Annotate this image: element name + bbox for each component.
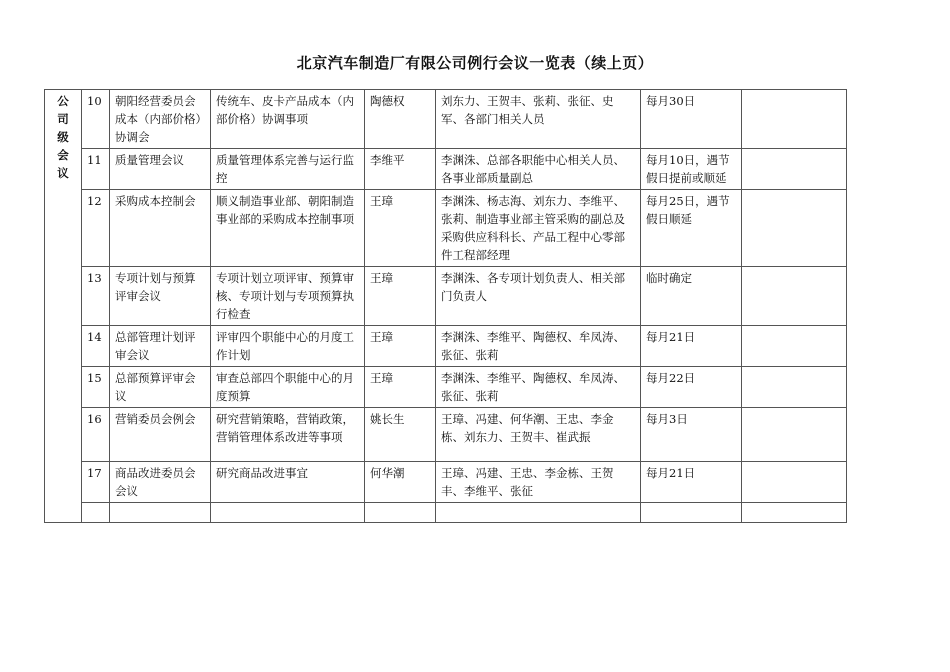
- cell-host: 李维平: [365, 149, 436, 190]
- cell-time: 每月10日，遇节假日提前或顺延: [641, 149, 742, 190]
- cell-host: 王璋: [365, 267, 436, 326]
- cell-no: 12: [82, 190, 110, 267]
- cell-participants: 李渊洙、杨志海、刘东力、李维平、张莉、制造事业部主管采购的副总及采购供应科科长、产品工程中心零部件工程部经理: [436, 190, 641, 267]
- cell-host: 王璋: [365, 367, 436, 408]
- group-label-char: 级: [57, 130, 69, 144]
- table-row: [45, 90, 847, 149]
- cell-note: [742, 367, 847, 408]
- cell-time: 临时确定: [641, 267, 742, 326]
- cell-name: 专项计划与预算评审会议: [110, 267, 211, 326]
- table-row: [45, 149, 847, 190]
- cell-participants: 王璋、冯建、王忠、李金栋、王贺丰、李维平、张征: [436, 462, 641, 503]
- cell-no: 17: [82, 462, 110, 503]
- cell-name: [110, 503, 211, 523]
- cell-content: 研究商品改进事宜: [211, 462, 365, 503]
- cell-no: 14: [82, 326, 110, 367]
- group-label-char: 公: [57, 94, 69, 108]
- cell-participants: 李渊洙、李维平、陶德权、牟凤涛、张征、张莉: [436, 326, 641, 367]
- cell-participants: [436, 503, 641, 523]
- table-row: [45, 190, 847, 267]
- cell-note: [742, 326, 847, 367]
- cell-host: 陶德权: [365, 90, 436, 149]
- cell-name: 总部预算评审会议: [110, 367, 211, 408]
- cell-no: 13: [82, 267, 110, 326]
- cell-host: [365, 503, 436, 523]
- cell-time: [641, 503, 742, 523]
- table-row: [45, 267, 847, 326]
- cell-note: [742, 503, 847, 523]
- cell-participants: 李渊洙、总部各职能中心相关人员、各事业部质量副总: [436, 149, 641, 190]
- cell-no: [82, 503, 110, 523]
- cell-participants: 刘东力、王贺丰、张莉、张征、史军、各部门相关人员: [436, 90, 641, 149]
- cell-note: [742, 190, 847, 267]
- cell-time: 每月30日: [641, 90, 742, 149]
- cell-time: 每月21日: [641, 462, 742, 503]
- meeting-table: [44, 89, 847, 523]
- cell-participants: 李渊洙、李维平、陶德权、牟凤涛、张征、张莉: [436, 367, 641, 408]
- cell-content: 质量管理体系完善与运行监控: [211, 149, 365, 190]
- cell-content: 研究营销策略，营销政策，营销管理体系改进等事项: [211, 408, 365, 462]
- group-label-char: 会: [57, 148, 69, 162]
- cell-no: 10: [82, 90, 110, 149]
- cell-content: 审查总部四个职能中心的月度预算: [211, 367, 365, 408]
- table-row: [45, 408, 847, 462]
- cell-time: 每月22日: [641, 367, 742, 408]
- cell-no: 11: [82, 149, 110, 190]
- cell-name: 营销委员会例会: [110, 408, 211, 462]
- cell-host: 王璋: [365, 326, 436, 367]
- cell-note: [742, 408, 847, 462]
- group-label-char: 司: [57, 112, 69, 126]
- cell-host: 姚长生: [365, 408, 436, 462]
- table-row: [45, 326, 847, 367]
- cell-time: 每月21日: [641, 326, 742, 367]
- cell-content: 顺义制造事业部、朝阳制造事业部的采购成本控制事项: [211, 190, 365, 267]
- group-label-cell: [45, 90, 82, 523]
- cell-time: 每月25日，遇节假日顺延: [641, 190, 742, 267]
- group-label-char: 议: [57, 166, 69, 180]
- cell-host: 何华潮: [365, 462, 436, 503]
- table-row: [45, 503, 847, 523]
- cell-content: 传统车、皮卡产品成本（内部价格）协调事项: [211, 90, 365, 149]
- cell-content: 专项计划立项评审、预算审核、专项计划与专项预算执行检查: [211, 267, 365, 326]
- page-title: 北京汽车制造厂有限公司例行会议一览表（续上页）: [296, 54, 654, 72]
- cell-content: 评审四个职能中心的月度工作计划: [211, 326, 365, 367]
- cell-host: 王璋: [365, 190, 436, 267]
- cell-no: 16: [82, 408, 110, 462]
- cell-name: 商品改进委员会会议: [110, 462, 211, 503]
- cell-participants: 李渊洙、各专项计划负责人、相关部门负责人: [436, 267, 641, 326]
- cell-note: [742, 267, 847, 326]
- cell-name: 朝阳经营委员会成本（内部价格）协调会: [110, 90, 211, 149]
- cell-participants: 王璋、冯建、何华潮、王忠、李金栋、刘东力、王贺丰、崔武振: [436, 408, 641, 462]
- cell-note: [742, 90, 847, 149]
- table-row: [45, 462, 847, 503]
- cell-name: 质量管理会议: [110, 149, 211, 190]
- cell-content: [211, 503, 365, 523]
- cell-note: [742, 462, 847, 503]
- table-row: [45, 367, 847, 408]
- cell-name: 总部管理计划评审会议: [110, 326, 211, 367]
- cell-no: 15: [82, 367, 110, 408]
- cell-note: [742, 149, 847, 190]
- cell-name: 采购成本控制会: [110, 190, 211, 267]
- cell-time: 每月3日: [641, 408, 742, 462]
